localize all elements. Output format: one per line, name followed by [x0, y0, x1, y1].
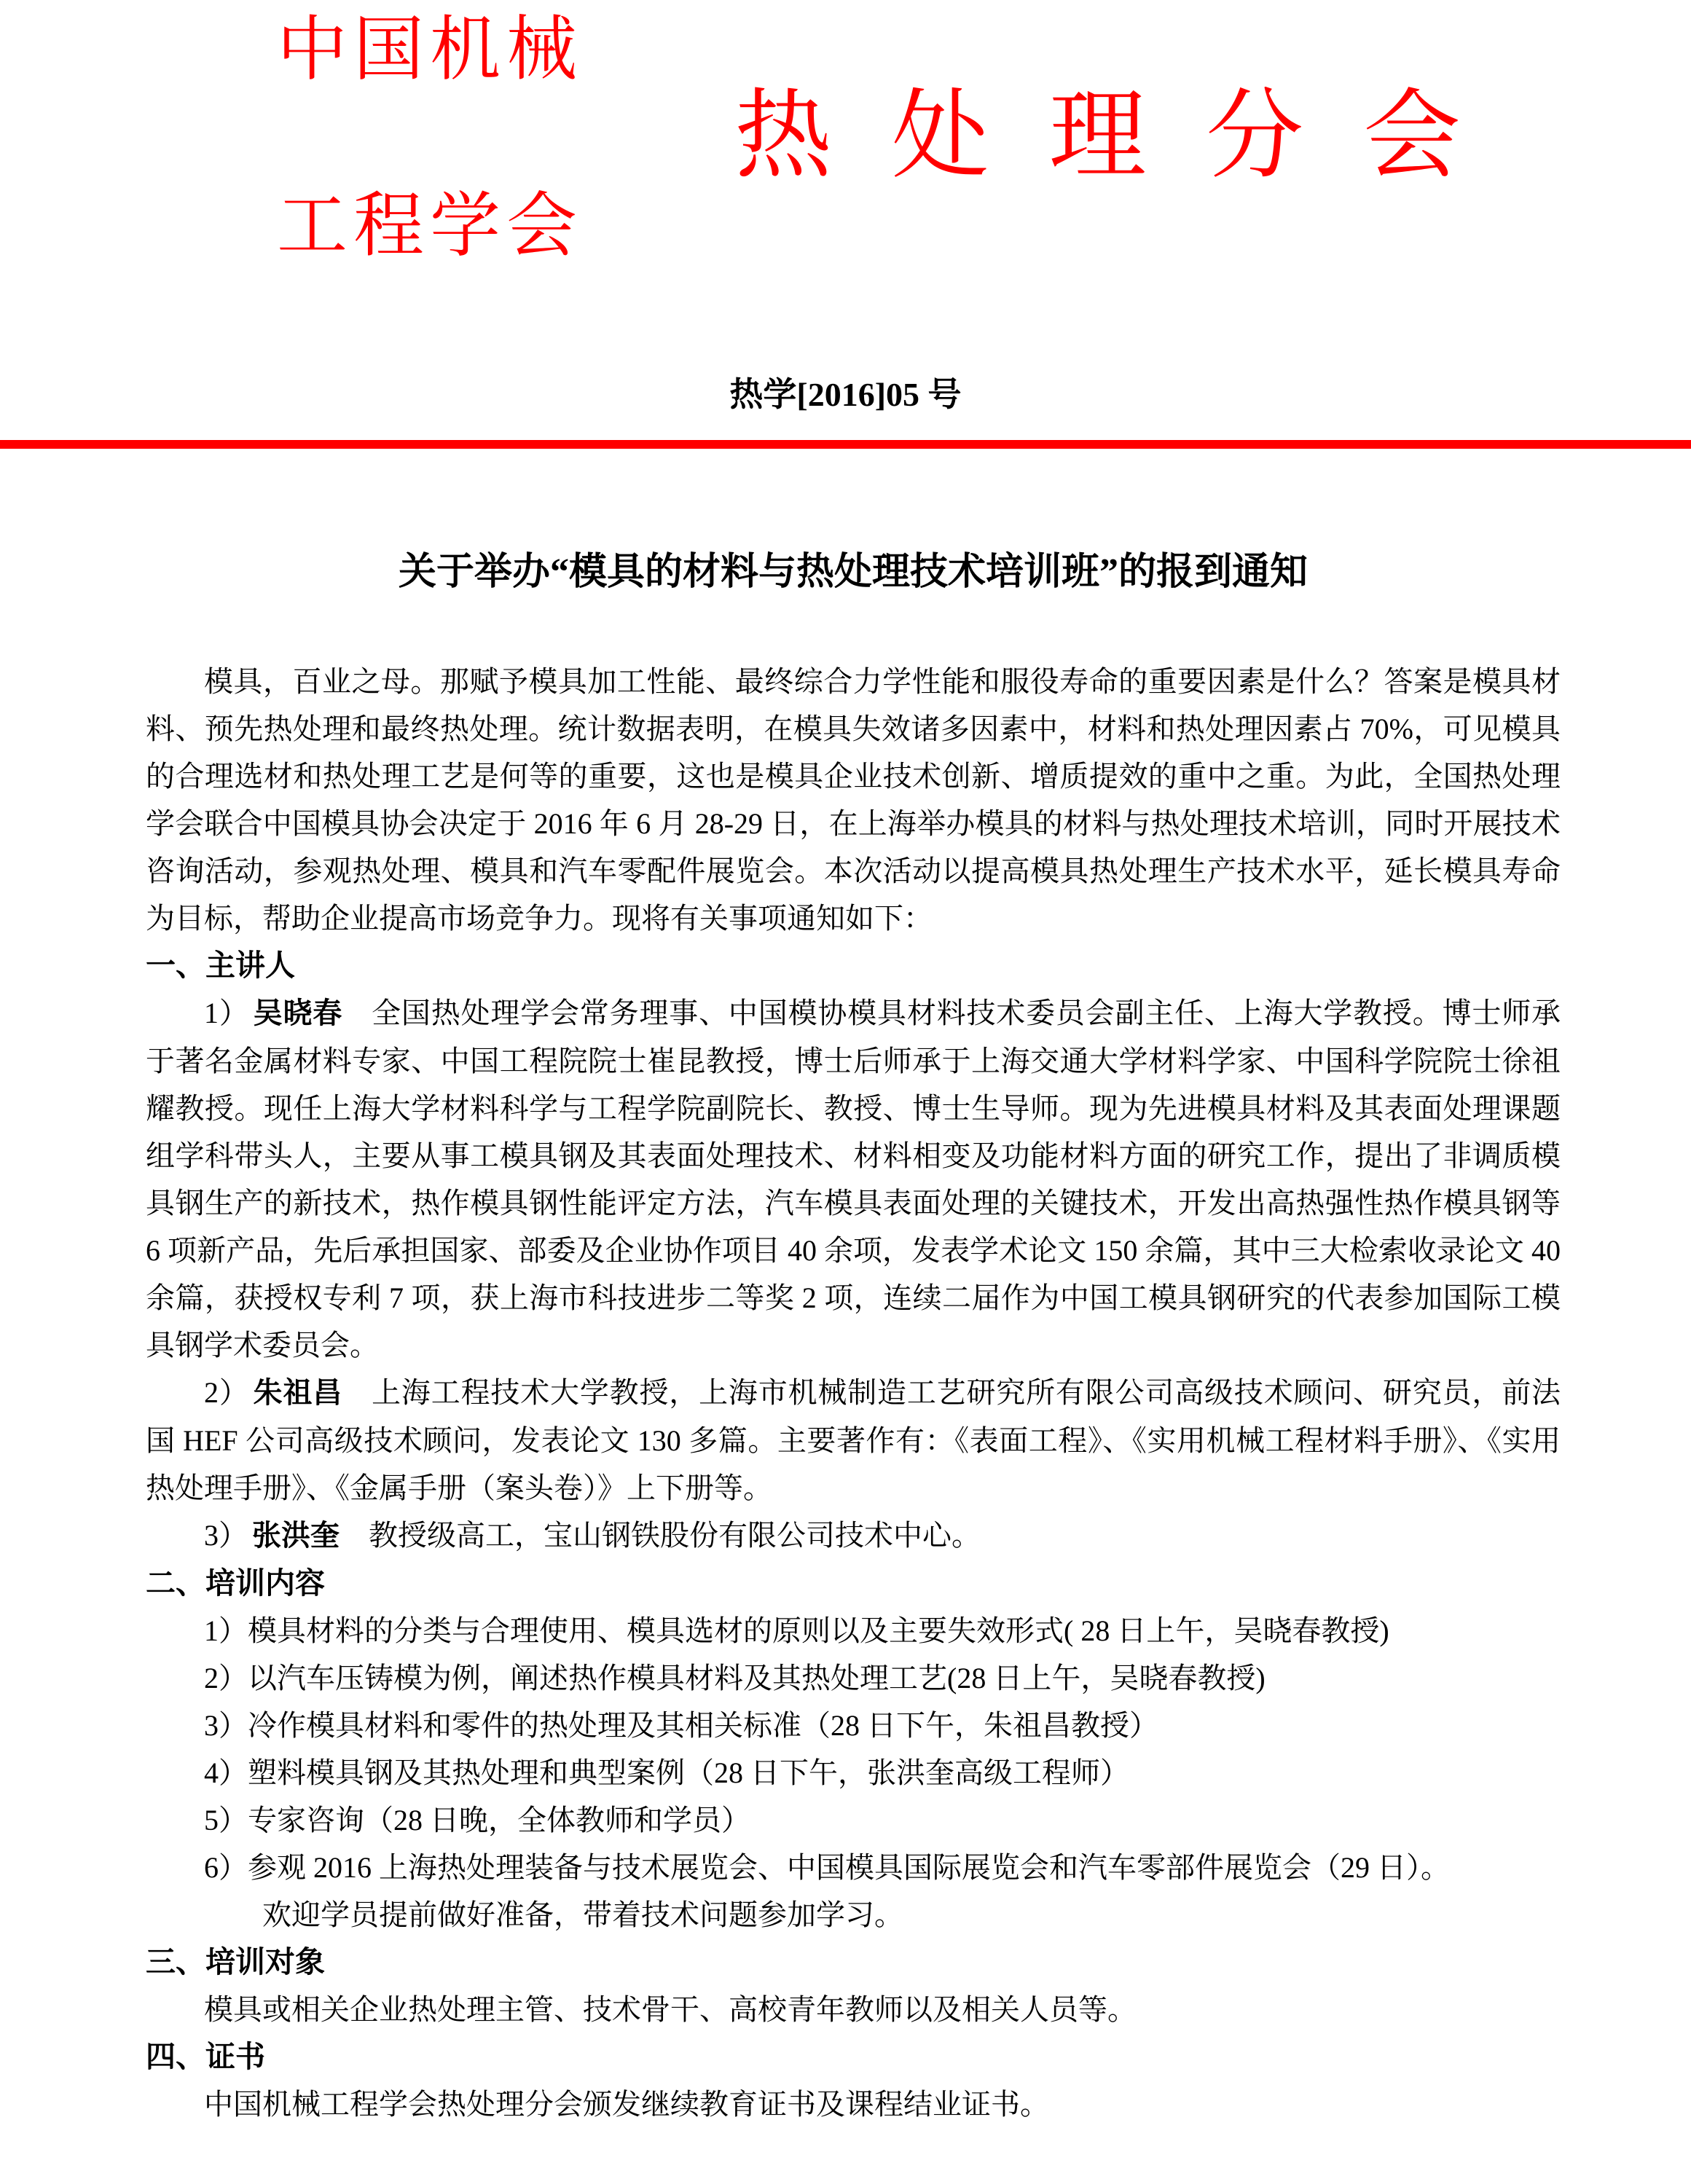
certificate-text: 中国机械工程学会热处理分会颁发继续教育证书及课程结业证书。 — [204, 2088, 1049, 2121]
section-heading-training-content: 二、培训内容 — [146, 1566, 325, 1600]
speaker-name: 张洪奎 — [252, 1520, 340, 1552]
section-heading-certificate: 四、证书 — [146, 2040, 265, 2073]
training-item: 4）塑料模具钢及其热处理和典型案例（28 日下午，张洪奎高级工程师） — [204, 1756, 1129, 1789]
speaker-number: 1） — [204, 997, 249, 1029]
speaker-number: 3） — [204, 1519, 248, 1552]
branch-title: 热 处 理 分 会 — [734, 82, 1479, 190]
speaker-item — [146, 1369, 1561, 1512]
page-title: 关于举办“模具的材料与热处理技术培训班”的报到通知 — [398, 551, 1308, 593]
speaker-item — [146, 1512, 1561, 1560]
training-item: 2）以汽车压铸模为例，阐述热作模具材料及其热处理工艺(28 日上午，吴晓春教授) — [204, 1662, 1266, 1694]
speaker-description: 上海工程技术大学教授，上海市机械制造工艺研究所有限公司高级技术顾问、研究员，前法国 HEF 公司高级技术顾问，发表论文 130 多篇。主要著作有：《表面工程》、《实用机械工程材料手册》、《实用热处理手册》、《金属手册（案头卷）》上下册等。 — [146, 1376, 1561, 1504]
intro-paragraph: 模具，百业之母。那赋予模具加工性能、最终综合力学性能和服役寿命的重要因素是什么？答案是模具材料、预先热处理和最终热处理。统计数据表明，在模具失效诸多因素中，材料和热处理因素占 70%，可见模具的合理选材和热处理工艺是何等的重要，这也是模具企业技术创新、增质提效的重中之重。为此，全国热处理学会联合中国模具协会决定于 2016 年 6 月 28-29 日，在上海举办模具的材料与热处理技术培训，同时开展技术咨询活动，参观热处理、模具和汽车零配件展览会。本次活动以提高模具热处理生产技术水平，延长模具寿命为目标，帮助企业提高市场竞争力。现将有关事项通知如下： — [146, 665, 1561, 935]
speaker-item — [146, 989, 1561, 1369]
section-heading-speakers: 一、主讲人 — [146, 948, 295, 982]
speaker-description: 全国热处理学会常务理事、中国模协模具材料技术委员会副主任、上海大学教授。博士师承于著名金属材料专家、中国工程院院士崔昆教授，博士后师承于上海交通大学材料学家、中国科学院院士徐祖耀教授。现任上海大学材料科学与工程学院副院长、教授、博士生导师。现为先进模具材料及其表面处理课题组学科带头人，主要从事工模具钢及其表面处理技术、材料相变及功能材料方面的研究工作，提出了非调质模具钢生产的新技术，热作模具钢性能评定方法，汽车模具表面处理的关键技术，开发出高热强性热作模具钢等 6 项新产品，先后承担国家、部委及企业协作项目 40 余项，发表学术论文 150 余篇，其中三大检索收录论文 40 余篇，获授权专利 7 项，获上海市科技进步二等奖 2 项，连续二届作为中国工模具钢研究的代表参加国际工模具钢学术委员会。 — [146, 997, 1561, 1362]
training-item: 6）参观 2016 上海热处理装备与技术展览会、中国模具国际展览会和汽车零部件展览会（29 日）。 — [204, 1851, 1450, 1884]
training-item: 3）冷作模具材料和零件的热处理及其相关标准（28 日下午，朱祖昌教授） — [204, 1709, 1158, 1742]
training-item: 5）专家咨询（28 日晚，全体教师和学员） — [204, 1804, 750, 1837]
audience-text: 模具或相关企业热处理主管、技术骨干、高校青年教师以及相关人员等。 — [204, 1993, 1137, 2026]
doc-number: 热学[2016]05 号 — [729, 376, 962, 413]
org-name-line-1: 中国机械 — [277, 11, 583, 89]
org-name-line-2: 工程学会 — [277, 187, 583, 265]
training-item-note: 欢迎学员提前做好准备，带着技术问题参加学习。 — [262, 1898, 903, 1931]
training-item: 1）模具材料的分类与合理使用、模具选材的原则以及主要失效形式( 28 日上午，吴晓春教授) — [204, 1614, 1389, 1647]
speaker-name: 朱祖昌 — [253, 1377, 343, 1409]
letterhead-rule-divider — [0, 440, 1691, 449]
speaker-name: 吴晓春 — [253, 997, 343, 1029]
speaker-number: 2） — [204, 1376, 249, 1409]
section-heading-audience: 三、培训对象 — [146, 1945, 325, 1979]
speaker-description: 教授级高工，宝山钢铁股份有限公司技术中心。 — [369, 1519, 981, 1552]
document-body — [146, 658, 1561, 2128]
